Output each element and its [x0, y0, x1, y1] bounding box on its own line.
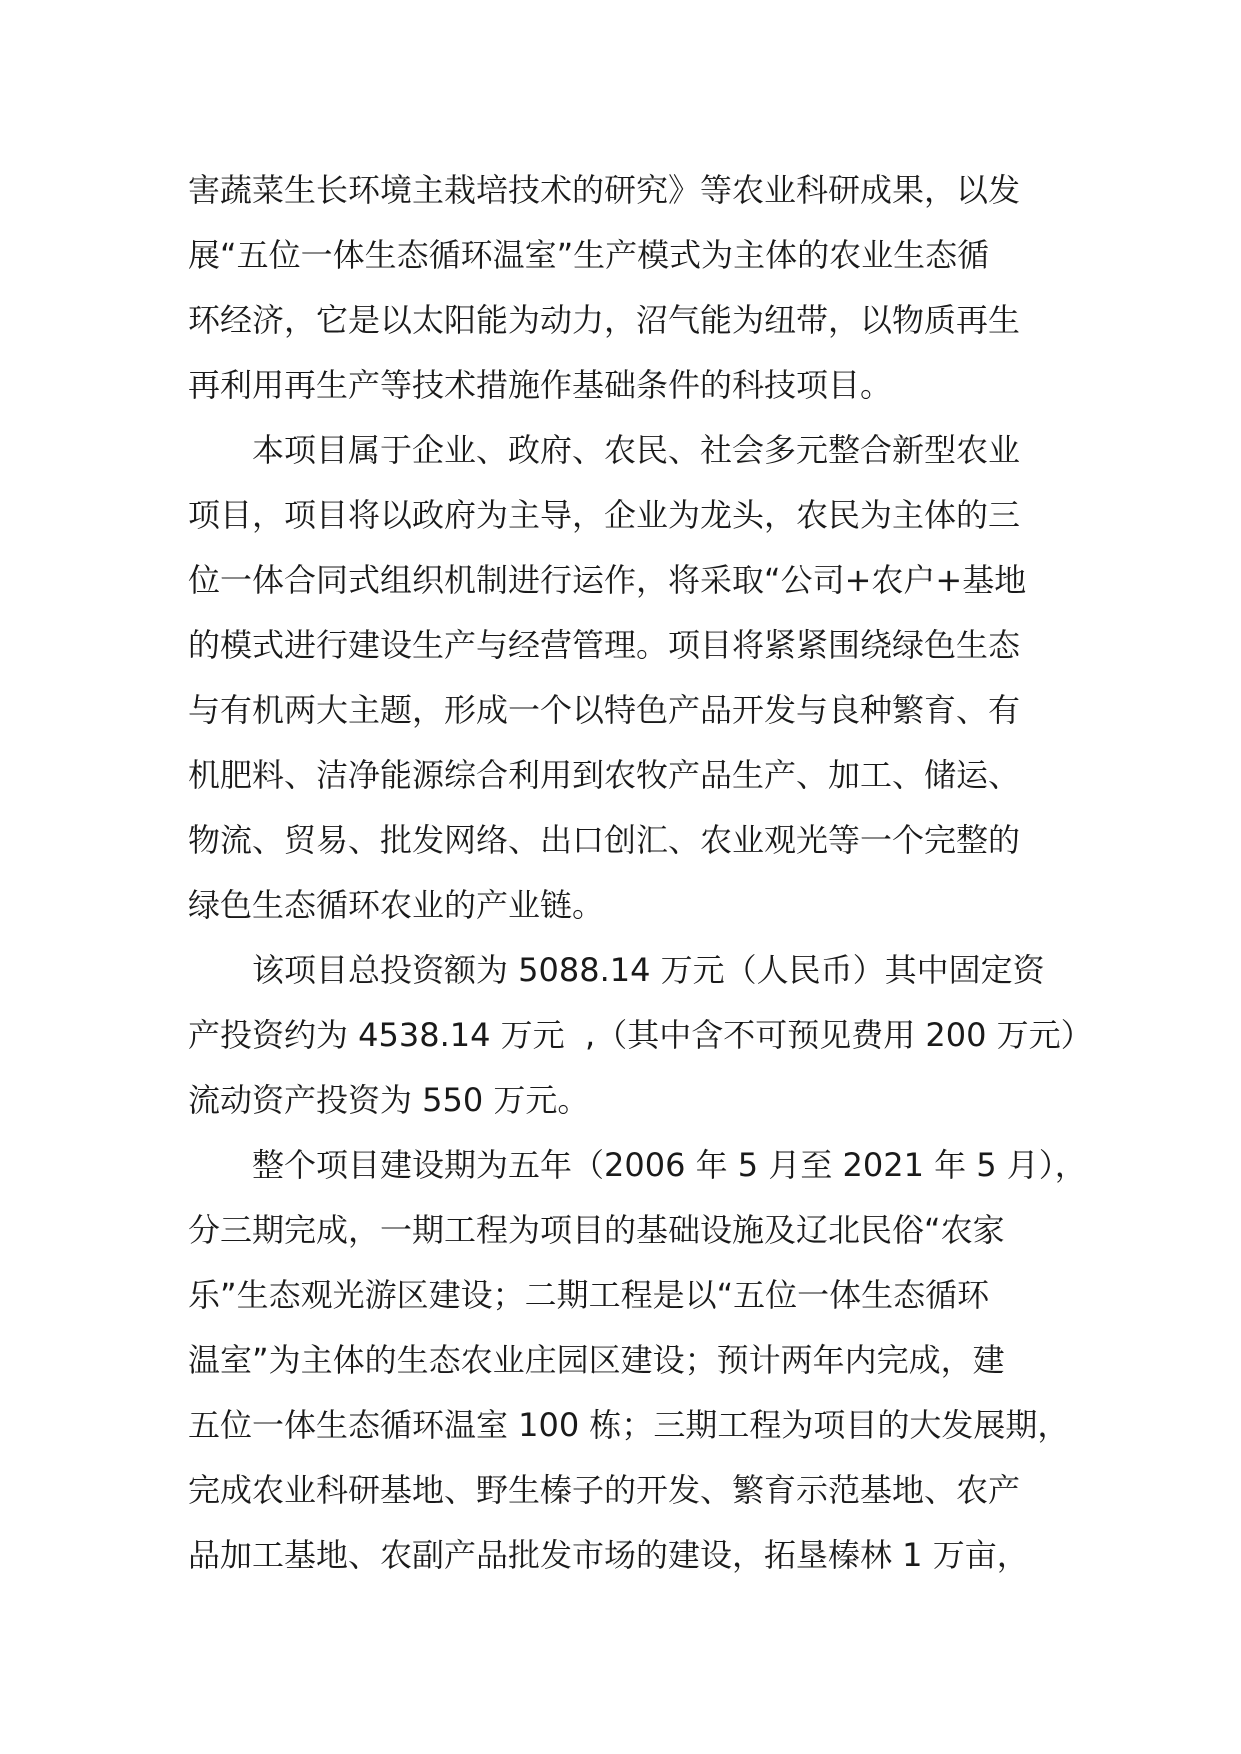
text-line: 物流、贸易、批发网络、出口创汇、农业观光等一个完整的 — [188, 821, 1021, 859]
text-line: 再利用再生产等技术措施作基础条件的科技项目。 — [188, 366, 893, 404]
text-line: 环经济，它是以太阳能为动力，沼气能为纽带，以物质再生 — [188, 301, 1021, 339]
text-line: 品加工基地、农副产品批发市场的建设，拓垦榛林 1 万亩， — [188, 1536, 1029, 1574]
paragraph-first-line: 整个项目建设期为五年（2006 年 5 月至 2021 年 5 月）， — [252, 1146, 1087, 1184]
text-line: 机肥料、洁净能源综合利用到农牧产品生产、加工、储运、 — [188, 756, 1021, 794]
text-line: 温室”为主体的生态农业庄园区建设；预计两年内完成，建 — [188, 1341, 1005, 1379]
text-line: 分三期完成，一期工程为项目的基础设施及辽北民俗“农家 — [188, 1211, 1005, 1249]
body-text — [188, 158, 1093, 1588]
text-line: 的模式进行建设生产与经营管理。项目将紧紧围绕绿色生态 — [188, 626, 1021, 664]
paragraph-first-line: 该项目总投资额为 5088.14 万元（人民币）其中固定资 — [252, 951, 1045, 989]
text-line: 展“五位一体生态循环温室”生产模式为主体的农业生态循 — [188, 236, 990, 274]
text-line: 害蔬菜生长环境主栽培技术的研究》等农业科研成果，以发 — [188, 171, 1021, 209]
text-line: 完成农业科研基地、野生榛子的开发、繁育示范基地、农产 — [188, 1471, 1021, 1509]
text-line: 与有机两大主题，形成一个以特色产品开发与良种繁育、有 — [188, 691, 1021, 729]
paragraph-first-line: 本项目属于企业、政府、农民、社会多元整合新型农业 — [252, 431, 1021, 469]
text-line: 绿色生态循环农业的产业链。 — [188, 886, 605, 924]
text-line: 产投资约为 4538.14 万元 ,（其中含不可预见费用 200 万元） — [188, 1016, 1093, 1054]
text-line: 项目，项目将以政府为主导，企业为龙头，农民为主体的三 — [188, 496, 1021, 534]
text-line: 五位一体生态循环温室 100 栋；三期工程为项目的大发展期， — [188, 1406, 1070, 1444]
text-line: 流动资产投资为 550 万元。 — [188, 1081, 590, 1119]
text-line: 乐”生态观光游区建设；二期工程是以“五位一体生态循环 — [188, 1276, 990, 1314]
text-line: 位一体合同式组织机制进行运作，将采取“公司+农户+基地 — [188, 561, 1027, 599]
